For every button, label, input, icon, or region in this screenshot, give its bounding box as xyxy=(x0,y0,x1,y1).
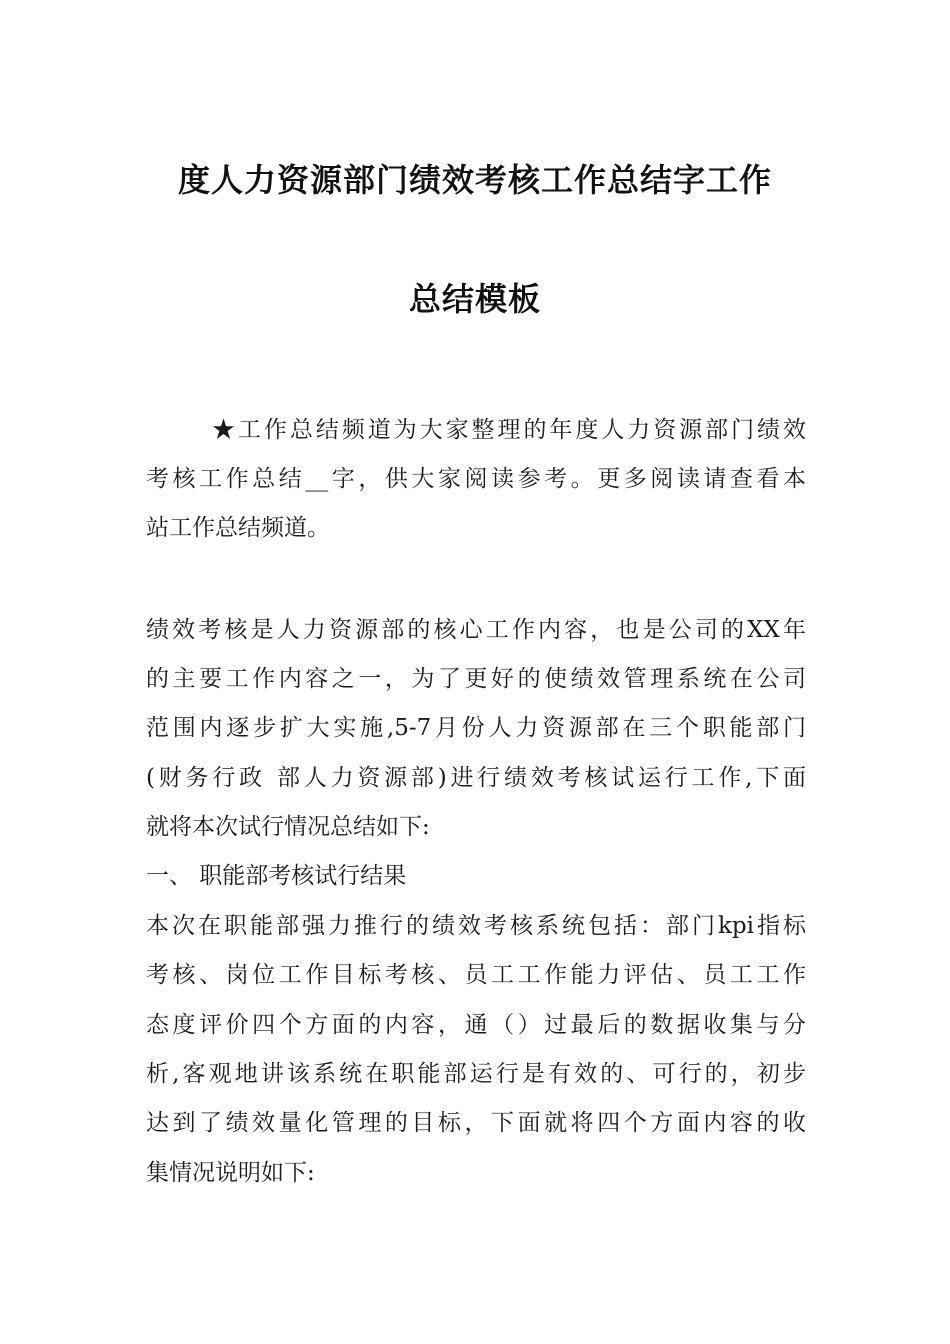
paragraph-line: 达到了绩效量化管理的目标，下面就将四个方面内容的收 xyxy=(146,1110,806,1136)
intro-line: 站工作总结频道。 xyxy=(146,515,330,541)
document-title-line-1: 度人力资源部门绩效考核工作总结字工作 xyxy=(177,161,772,199)
intro-line: ★工作总结频道为大家整理的年度人力资源部门绩效 xyxy=(212,417,806,443)
paragraph-line: (财务行政 部人力资源部)进行绩效考核试运行工作,下面 xyxy=(146,765,806,791)
paragraph-line: 析,客观地讲该系统在职能部运行是有效的、可行的，初步 xyxy=(146,1061,806,1087)
paragraph-line: 绩效考核是人力资源部的核心工作内容，也是公司的XX年 xyxy=(146,617,806,643)
paragraph-line: 态度评价四个方面的内容，通（）过最后的数据收集与分 xyxy=(146,1012,806,1038)
paragraph-line: 本次在职能部强力推行的绩效考核系统包括：部门kpi指标 xyxy=(146,913,806,939)
paragraph-line: 集情况说明如下: xyxy=(146,1160,315,1186)
paragraph-line: 考核、岗位工作目标考核、员工工作能力评估、员工工作 xyxy=(146,962,806,988)
section-heading: 一、 职能部考核试行结果 xyxy=(146,863,407,889)
document-title-line-2: 总结模板 xyxy=(408,280,541,318)
paragraph-line: 范围内逐步扩大实施,5-7月份人力资源部在三个职能部门 xyxy=(146,715,806,741)
paragraph-line: 的主要工作内容之一，为了更好的使绩效管理系统在公司 xyxy=(146,666,806,692)
intro-line: 考核工作总结__字，供大家阅读参考。更多阅读请查看本 xyxy=(146,466,806,492)
paragraph-line: 就将本次试行情况总结如下: xyxy=(146,814,430,840)
